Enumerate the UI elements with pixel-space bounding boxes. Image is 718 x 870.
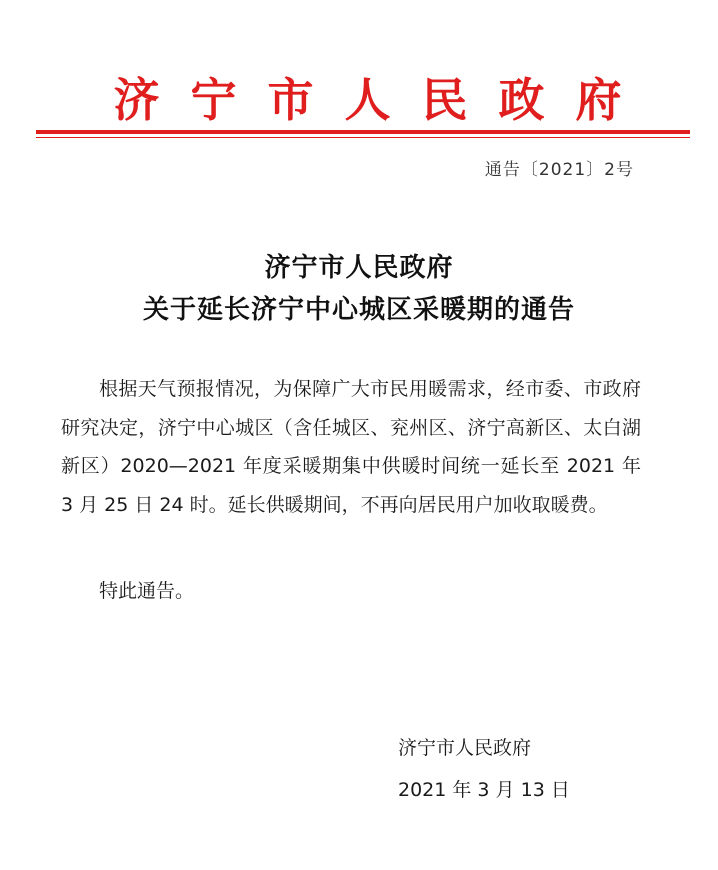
body-paragraph: 根据天气预报情况，为保障广大市民用暖需求，经市委、市政府研究决定，济宁中心城区（含任城区、兖州区、济宁高新区、太白湖新区）2020—2021 年度采暖期集中供暖时间统一延长至 2021 年 3 月 25 日 24 时。延长供暖期间，不再向居民用户加收取暖费。 [61,378,641,516]
document-number: 通告〔2021〕2号 [484,160,634,180]
notice-title-line2: 关于延长济宁中心城区采暖期的通告 [142,295,575,325]
signature-date: 2021 年 3 月 13 日 [398,779,570,801]
masthead-title: 济宁市人民政府 [113,73,653,127]
masthead-divider-thin [36,137,690,138]
signatory: 济宁市人民政府 [398,737,532,759]
closing-line: 特此通告。 [99,580,195,602]
masthead-divider-thick [36,130,690,134]
notice-body [61,370,641,524]
notice-title-line1: 济宁市人民政府 [264,253,454,283]
